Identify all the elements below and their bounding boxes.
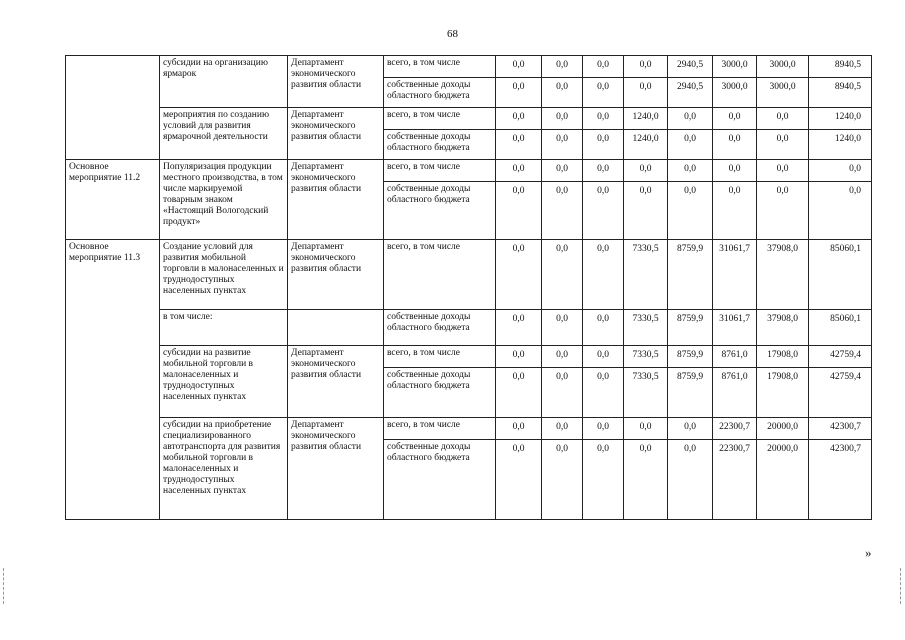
- value-cell: 0,0: [496, 182, 542, 240]
- value-cell: 0,0: [757, 130, 809, 160]
- value-cell: 0,0: [496, 418, 542, 440]
- funding-source-cell: всего, в том числе: [384, 160, 496, 182]
- value-cell: 0,0: [809, 160, 872, 182]
- responsible-cell: Департамент экономического развития области: [288, 56, 384, 108]
- value-cell: 0,0: [757, 182, 809, 240]
- value-cell: 0,0: [713, 160, 757, 182]
- value-cell: 0,0: [496, 160, 542, 182]
- funding-source-cell: всего, в том числе: [384, 418, 496, 440]
- responsible-cell: Департамент экономического развития области: [288, 418, 384, 520]
- activity-name-cell: субсидии на развитие мобильной торговли в малонаселенных и труднодоступных населенных пунктах: [160, 346, 288, 418]
- value-cell: 8759,9: [668, 310, 713, 346]
- table-row: [66, 310, 872, 346]
- value-cell: 0,0: [713, 182, 757, 240]
- funding-source-cell: собственные доходы областного бюджета: [384, 78, 496, 108]
- main-activity-cell: Основное мероприятие 11.2: [66, 160, 160, 240]
- value-cell: 0,0: [542, 240, 583, 310]
- value-cell: 0,0: [583, 56, 624, 78]
- activity-name-cell: Создание условий для развития мобильной торговли в малонаселенных и труднодоступных населенных пунктах: [160, 240, 288, 310]
- responsible-cell: Департамент экономического развития области: [288, 346, 384, 418]
- budget-table: [65, 55, 872, 520]
- continuation-mark: »: [865, 545, 872, 560]
- value-cell: 0,0: [668, 160, 713, 182]
- value-cell: 8940,5: [809, 56, 872, 78]
- funding-source-cell: собственные доходы областного бюджета: [384, 368, 496, 418]
- value-cell: 0,0: [583, 108, 624, 130]
- value-cell: 8759,9: [668, 368, 713, 418]
- value-cell: 7330,5: [624, 346, 668, 368]
- value-cell: 0,0: [583, 418, 624, 440]
- funding-source-cell: всего, в том числе: [384, 240, 496, 310]
- value-cell: 1240,0: [624, 108, 668, 130]
- funding-source-cell: собственные доходы областного бюджета: [384, 130, 496, 160]
- value-cell: 42759,4: [809, 368, 872, 418]
- value-cell: 0,0: [668, 182, 713, 240]
- value-cell: 7330,5: [624, 368, 668, 418]
- value-cell: 17908,0: [757, 346, 809, 368]
- value-cell: 3000,0: [757, 78, 809, 108]
- value-cell: 0,0: [542, 418, 583, 440]
- value-cell: 8761,0: [713, 368, 757, 418]
- value-cell: 42759,4: [809, 346, 872, 368]
- value-cell: 0,0: [757, 160, 809, 182]
- value-cell: 0,0: [583, 440, 624, 520]
- value-cell: 31061,7: [713, 310, 757, 346]
- value-cell: 0,0: [542, 440, 583, 520]
- value-cell: 0,0: [496, 310, 542, 346]
- activity-name-cell: субсидии на приобретение специализированного автотранспорта для развития мобильной торговли в малонаселенных и труднодоступных населенных пунктах: [160, 418, 288, 520]
- value-cell: 7330,5: [624, 240, 668, 310]
- value-cell: 37908,0: [757, 310, 809, 346]
- value-cell: 0,0: [496, 368, 542, 418]
- value-cell: 8761,0: [713, 346, 757, 368]
- table-row: [66, 160, 872, 182]
- value-cell: 22300,7: [713, 418, 757, 440]
- value-cell: 0,0: [713, 108, 757, 130]
- value-cell: 0,0: [624, 418, 668, 440]
- value-cell: 31061,7: [713, 240, 757, 310]
- value-cell: 0,0: [496, 440, 542, 520]
- value-cell: 20000,0: [757, 418, 809, 440]
- value-cell: 0,0: [809, 182, 872, 240]
- value-cell: 0,0: [583, 78, 624, 108]
- value-cell: 0,0: [757, 108, 809, 130]
- value-cell: 1240,0: [809, 108, 872, 130]
- funding-source-cell: собственные доходы областного бюджета: [384, 310, 496, 346]
- table-row: [66, 56, 872, 78]
- value-cell: 0,0: [496, 346, 542, 368]
- value-cell: 2940,5: [668, 78, 713, 108]
- value-cell: 0,0: [542, 78, 583, 108]
- responsible-cell: Департамент экономического развития области: [288, 108, 384, 160]
- table-row: [66, 108, 872, 130]
- value-cell: 17908,0: [757, 368, 809, 418]
- value-cell: 0,0: [542, 56, 583, 78]
- page-number: 68: [447, 28, 458, 40]
- value-cell: 0,0: [668, 440, 713, 520]
- value-cell: 8759,9: [668, 240, 713, 310]
- value-cell: 0,0: [583, 182, 624, 240]
- value-cell: 3000,0: [713, 56, 757, 78]
- value-cell: 8759,9: [668, 346, 713, 368]
- value-cell: 1240,0: [809, 130, 872, 160]
- value-cell: 0,0: [583, 130, 624, 160]
- value-cell: 0,0: [583, 310, 624, 346]
- binding-mark-left: [3, 568, 5, 604]
- value-cell: 0,0: [668, 418, 713, 440]
- value-cell: 0,0: [624, 440, 668, 520]
- activity-name-cell: субсидии на организацию ярмарок: [160, 56, 288, 108]
- responsible-cell-empty: [288, 310, 384, 346]
- responsible-cell: Департамент экономического развития области: [288, 160, 384, 240]
- value-cell: 0,0: [542, 160, 583, 182]
- value-cell: 0,0: [542, 130, 583, 160]
- funding-source-cell: всего, в том числе: [384, 346, 496, 368]
- value-cell: 0,0: [624, 182, 668, 240]
- value-cell: 0,0: [542, 182, 583, 240]
- value-cell: 3000,0: [713, 78, 757, 108]
- value-cell: 85060,1: [809, 240, 872, 310]
- value-cell: 3000,0: [757, 56, 809, 78]
- value-cell: 0,0: [668, 108, 713, 130]
- value-cell: 22300,7: [713, 440, 757, 520]
- funding-source-cell: всего, в том числе: [384, 56, 496, 78]
- binding-mark-right: [900, 568, 902, 604]
- value-cell: 0,0: [624, 160, 668, 182]
- value-cell: 0,0: [583, 368, 624, 418]
- table-row: [66, 346, 872, 368]
- value-cell: 0,0: [713, 130, 757, 160]
- value-cell: 0,0: [583, 160, 624, 182]
- funding-source-cell: собственные доходы областного бюджета: [384, 182, 496, 240]
- activity-name-cell: Популяризация продукции местного производства, в том числе маркируемой товарным знаком «Настоящий Вологодский продукт»: [160, 160, 288, 240]
- value-cell: 42300,7: [809, 440, 872, 520]
- value-cell: 0,0: [496, 240, 542, 310]
- value-cell: 0,0: [496, 108, 542, 130]
- value-cell: 2940,5: [668, 56, 713, 78]
- main-activity-cell: Основное мероприятие 11.3: [66, 240, 160, 520]
- funding-source-cell: собственные доходы областного бюджета: [384, 440, 496, 520]
- value-cell: 1240,0: [624, 130, 668, 160]
- value-cell: 37908,0: [757, 240, 809, 310]
- funding-source-cell: всего, в том числе: [384, 108, 496, 130]
- value-cell: 0,0: [542, 346, 583, 368]
- value-cell: 0,0: [496, 56, 542, 78]
- value-cell: 0,0: [624, 56, 668, 78]
- main-activity-cell: [66, 56, 160, 160]
- value-cell: 7330,5: [624, 310, 668, 346]
- value-cell: 0,0: [583, 346, 624, 368]
- activity-name-cell: мероприятия по созданию условий для развития ярмарочной деятельности: [160, 108, 288, 160]
- value-cell: 0,0: [542, 368, 583, 418]
- value-cell: 85060,1: [809, 310, 872, 346]
- value-cell: 0,0: [496, 78, 542, 108]
- value-cell: 42300,7: [809, 418, 872, 440]
- table-row: [66, 240, 872, 310]
- including-label-cell: в том числе:: [160, 310, 288, 346]
- responsible-cell: Департамент экономического развития области: [288, 240, 384, 310]
- value-cell: 0,0: [668, 130, 713, 160]
- value-cell: 0,0: [624, 78, 668, 108]
- value-cell: 20000,0: [757, 440, 809, 520]
- value-cell: 0,0: [496, 130, 542, 160]
- table-row: [66, 418, 872, 440]
- value-cell: 0,0: [542, 108, 583, 130]
- value-cell: 0,0: [583, 240, 624, 310]
- value-cell: 0,0: [542, 310, 583, 346]
- value-cell: 8940,5: [809, 78, 872, 108]
